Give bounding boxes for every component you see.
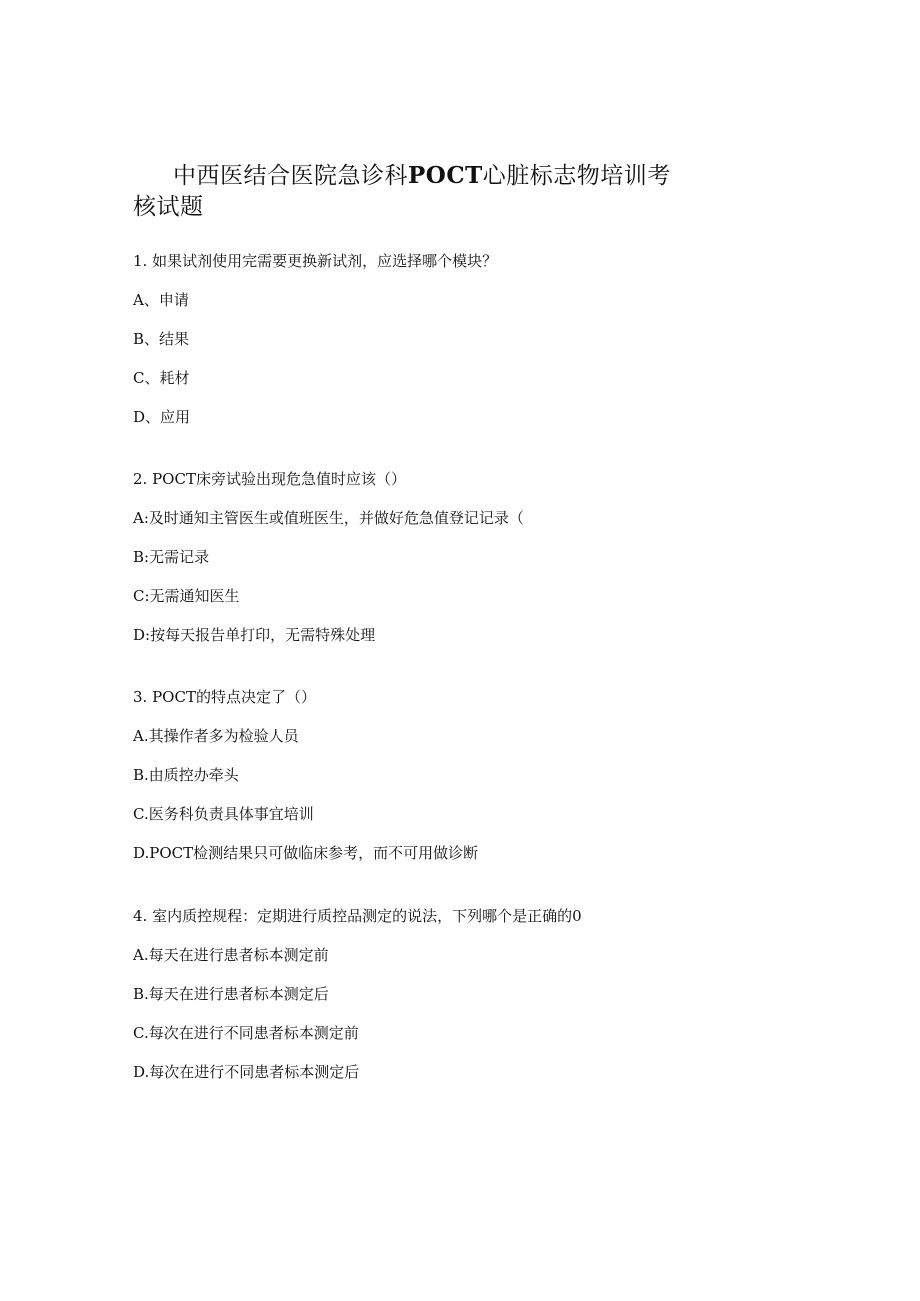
question-4-option-c: C.每次在进行不同患者标本测定前	[133, 1024, 359, 1042]
question-4-option-d: D.每次在进行不同患者标本测定后	[133, 1063, 360, 1081]
question-3-option-a: A.其操作者多为检验人员	[133, 727, 299, 745]
question-2-option-c: C:无需通知医生	[133, 587, 240, 605]
title-part-2: POCT	[408, 162, 483, 189]
question-3-stem: 3. POCT的特点决定了（）	[133, 688, 316, 706]
question-4-option-a: A.每天在进行患者标本测定前	[133, 946, 329, 964]
question-2-stem: 2. POCT床旁试验出现危急值时应该（）	[133, 470, 406, 488]
question-2-option-d: D:按每天报告单打印，无需特殊处理	[133, 626, 376, 644]
question-4-stem: 4. 室内质控规程：定期进行质控品测定的说法，下列哪个是正确的0	[133, 907, 582, 925]
document-title	[133, 160, 693, 223]
title-part-1: 中西医结合医院急诊科	[173, 163, 408, 189]
question-2-option-b: B:无需记录	[133, 548, 210, 566]
question-1-option-c: C、耗材	[133, 369, 190, 387]
title-part-3: 心脏标志物培训考核试题	[133, 163, 671, 220]
question-3-option-d: D.POCT检测结果只可做临床参考，而不可用做诊断	[133, 844, 479, 862]
question-1-option-d: D、应用	[133, 408, 191, 426]
question-2-option-a: A:及时通知主管医生或值班医生，并做好危急值登记记录（	[133, 509, 524, 527]
question-4-option-b: B.每天在进行患者标本测定后	[133, 985, 329, 1003]
question-3-option-b: B.由质控办牵头	[133, 766, 239, 784]
question-1-option-a: A、申请	[133, 291, 189, 309]
question-3-option-c: C.医务科负责具体事宜培训	[133, 805, 314, 823]
question-1-stem: 1. 如果试剂使用完需要更换新试剂，应选择哪个模块？	[133, 252, 498, 270]
question-1-option-b: B、结果	[133, 330, 190, 348]
